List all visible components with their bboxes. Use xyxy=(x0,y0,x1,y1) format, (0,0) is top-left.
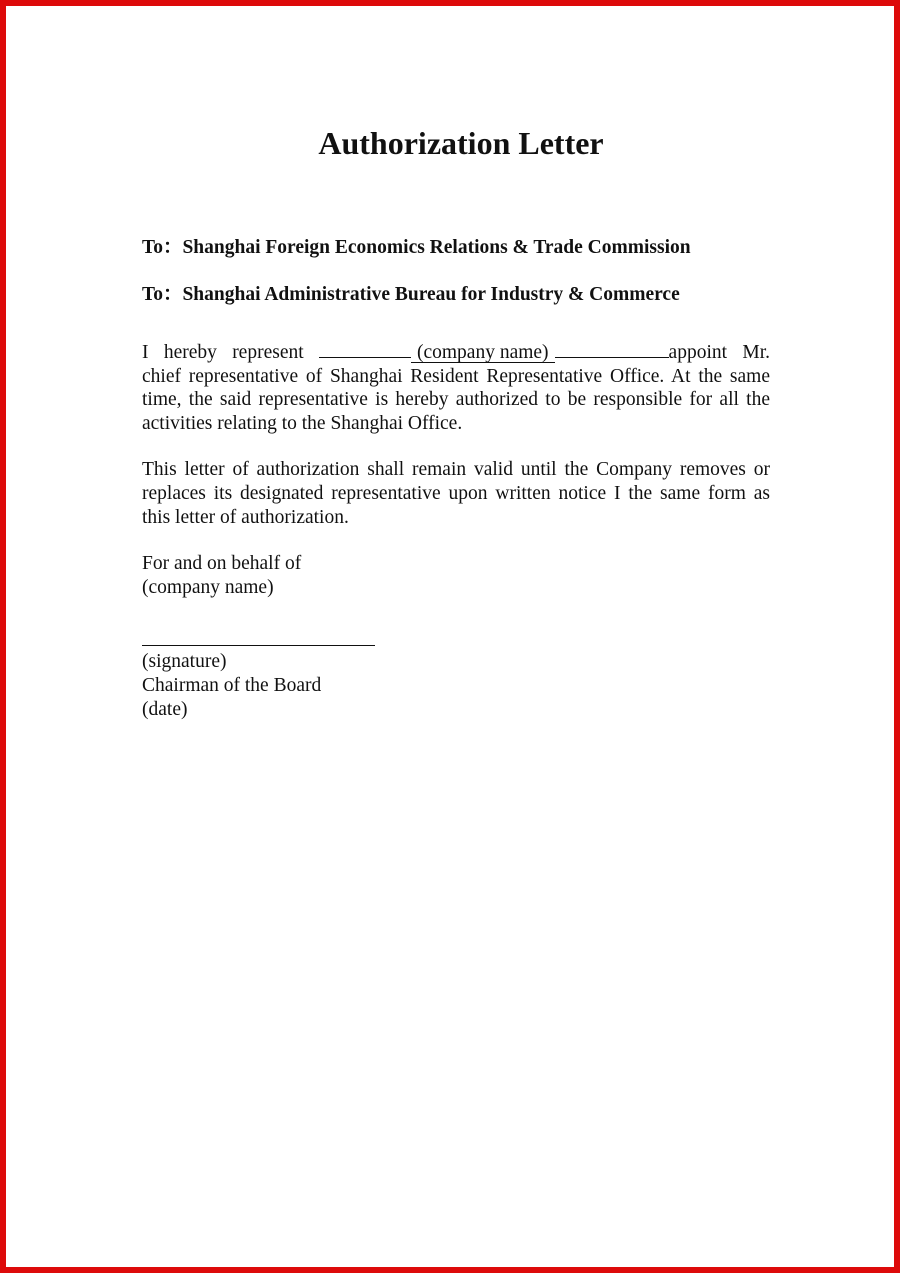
closing-company-name: (company name) xyxy=(142,576,274,598)
signature-label: (signature) xyxy=(142,651,227,673)
blank-company-name: (company name) xyxy=(411,343,555,363)
blank-line-right xyxy=(555,357,669,358)
recipient-line-1: To：Shanghai Foreign Economics Relations & Trade Commission xyxy=(142,237,691,258)
recipient-line-2: To：Shanghai Administrative Bureau for Industry & Commerce xyxy=(142,284,680,305)
signature-date: (date) xyxy=(142,698,188,720)
signatory-title: Chairman of the Board xyxy=(142,674,322,696)
blank-line-left xyxy=(319,357,411,358)
closing-line-1: For and on behalf of xyxy=(142,553,302,575)
letter-page xyxy=(142,106,770,721)
letter-title: Authorization Letter xyxy=(318,125,604,161)
paragraph-appointment-tail: appoint Mr. chief representative of Shanghai Resident Representative Office. At the same time, the said representative is hereby authorized to be responsible for all the activities relating to the Shanghai Office. xyxy=(142,342,770,434)
paragraph-validity: This letter of authorization shall remain valid until the Company removes or replaces its designated representative upon written notice I the same form as this letter of authorization. xyxy=(142,459,770,528)
signature-block xyxy=(142,650,770,721)
closing-block xyxy=(142,552,770,599)
paragraph-appointment-lead: I hereby represent xyxy=(142,342,319,363)
paragraph-appointment xyxy=(142,341,770,435)
signature-line xyxy=(142,645,375,646)
